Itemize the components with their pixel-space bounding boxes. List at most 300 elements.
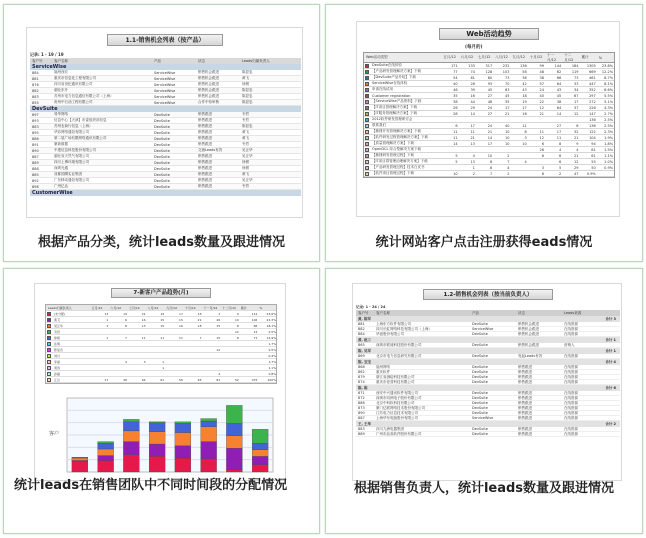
- table-cell: DevSuite: [154, 178, 170, 183]
- table-cell: 868: [358, 365, 365, 369]
- caption: 根据产品分类，统计leads数量及跟进情况: [37, 235, 286, 250]
- column-header: 六月/12: [110, 305, 122, 310]
- table-cell: 32: [574, 129, 579, 134]
- series-swatch: [365, 64, 369, 68]
- table-cell: 317: [485, 63, 493, 68]
- table-cell: 在线资源: [564, 400, 578, 405]
- table-cell: 447: [589, 81, 596, 86]
- table-cell: 11: [539, 129, 544, 134]
- table-cell: 6.6%: [604, 87, 614, 92]
- table-cell: 112: [251, 311, 258, 316]
- table-cell: 在线资源: [564, 353, 578, 358]
- bar-segment: [201, 427, 217, 442]
- table-cell: 6: [559, 159, 562, 164]
- table-cell: 45: [487, 87, 493, 92]
- table-cell: 8: [125, 323, 127, 328]
- table-cell: 11: [522, 123, 527, 128]
- panel-owner-list: [325, 268, 643, 534]
- table-cell: 891: [32, 142, 39, 147]
- column-header: 六月/12: [460, 55, 474, 59]
- table-cell: 898: [32, 184, 39, 189]
- table-cell: 陈显忠: [242, 88, 253, 92]
- bar-segment: [149, 444, 165, 456]
- group-header: CustomerWise: [30, 190, 301, 196]
- table-cell: 5: [455, 153, 458, 158]
- table-cell: 883: [358, 427, 365, 431]
- table-cell: 226: [589, 105, 596, 110]
- table-cell: 重庆市爱普科技有限公司: [376, 379, 415, 384]
- table-cell: 13: [470, 141, 475, 146]
- table-cell: 6: [559, 153, 562, 158]
- table-cell: 8: [559, 141, 562, 146]
- table-cell: 韦哲: [242, 142, 249, 146]
- series-swatch: [47, 378, 51, 382]
- table-cell: 徐棋: [242, 82, 249, 86]
- group-total: 合计 3: [605, 316, 616, 321]
- bar-segment: [252, 450, 268, 457]
- table-cell: 北京市电力信息研究有限公司: [376, 353, 422, 358]
- table-cell: 1: [106, 317, 109, 322]
- table-cell: 14: [123, 311, 127, 316]
- table-cell: 陈显忠: [242, 124, 253, 128]
- table-cell: 24: [487, 123, 493, 128]
- table-cell: 12: [253, 329, 258, 334]
- table-cell: 湖北省天然气有限公司: [54, 154, 89, 158]
- table-cell: DevSuite: [154, 130, 170, 135]
- table-cell: 13: [141, 323, 146, 328]
- table-cell: 销售跟进: [518, 431, 532, 436]
- table-cell: DevSuite: [472, 432, 488, 436]
- table-cell: 交流Leads有效: [198, 148, 223, 152]
- series-swatch: [365, 118, 369, 122]
- table-cell: 46: [453, 87, 458, 92]
- column-header: 七月/12: [477, 55, 491, 59]
- row-label: 2012软件研发管理研讨会: [372, 117, 413, 121]
- table-cell: 深圳光通: [54, 166, 68, 170]
- column-header: 客户号: [358, 310, 369, 315]
- table-cell: DevSuite: [472, 370, 488, 374]
- product-table: [30, 58, 301, 196]
- table-cell: 17: [522, 105, 527, 110]
- series-swatch: [365, 82, 369, 86]
- table-cell: 7: [507, 159, 510, 164]
- table-cell: 6: [541, 153, 544, 158]
- table-cell: 徐棋: [242, 160, 249, 164]
- table-cell: 0.9%: [586, 171, 596, 176]
- table-cell: 韦哲: [242, 112, 249, 116]
- group-header: ServiceWise: [30, 64, 301, 70]
- table-cell: 易华网络: [54, 112, 68, 116]
- table-cell: 发起Leads有效: [518, 353, 543, 358]
- table-cell: 272: [589, 99, 596, 104]
- bar-segment: [149, 423, 165, 432]
- table-cell: 信息中心【天津】市委组织部信息: [54, 118, 107, 122]
- table-cell: 在线资源: [564, 395, 578, 400]
- column-header: Web活动类型: [366, 55, 388, 59]
- table-cell: 883: [32, 94, 39, 99]
- table-cell: 3: [524, 135, 527, 140]
- column-header: 十一月/12: [546, 52, 557, 62]
- table-cell: 1.9%: [604, 135, 614, 140]
- row-label: 徐棋: [54, 335, 61, 340]
- table-cell: 47: [574, 171, 579, 176]
- table-cell: 黄飞: [242, 130, 249, 134]
- table-cell: 11: [179, 335, 183, 340]
- table-cell: 在线资源: [564, 379, 578, 384]
- table-cell: 1.0%: [604, 159, 614, 164]
- table-cell: 深圳市联迪科技股份有限公司: [376, 342, 422, 347]
- table-cell: 4: [472, 153, 475, 158]
- series-swatch: [365, 142, 369, 146]
- table-cell: 21: [197, 317, 202, 322]
- row-label: 【软件研发过程管理解决方案】下载: [372, 135, 428, 139]
- table-cell: 881: [32, 76, 39, 81]
- bar-segment: [252, 429, 268, 443]
- report-title: 1.1-销售机会列表（按产品）: [107, 34, 223, 46]
- table-cell: DevSuite: [472, 365, 488, 369]
- table-cell: 第二届广场有限网络通讯有限公司: [54, 136, 107, 140]
- table-cell: 872: [358, 396, 365, 400]
- table-cell: 70: [504, 81, 510, 86]
- table-cell: 352: [589, 87, 596, 92]
- table-cell: 苏州农商行信息（上海）: [54, 124, 93, 128]
- column-header: Leads来源: [564, 310, 582, 315]
- table-cell: 徐棋: [242, 166, 249, 170]
- table-cell: 7: [125, 335, 127, 340]
- bar-segment: [175, 423, 191, 432]
- table-row: [46, 377, 276, 383]
- table-cell: 882: [32, 88, 39, 93]
- group-total: 合计 1: [605, 348, 616, 353]
- table-cell: 45: [556, 93, 562, 98]
- row-label: 【产品研发管理过程】技术白皮书: [372, 165, 425, 169]
- series-swatch: [365, 166, 369, 170]
- row-label: 孙磊: [54, 371, 61, 376]
- owner-table: [356, 310, 620, 437]
- table-cell: 厦门亿联网络技术股份有限公司: [376, 405, 425, 410]
- table-cell: 广州市品高软件股份有限公司: [376, 431, 422, 436]
- table-cell: 136: [520, 63, 527, 68]
- table-cell: 13: [470, 159, 475, 164]
- table-cell: 陈显忠: [242, 100, 253, 104]
- table-cell: 36: [522, 75, 527, 80]
- series-swatch: [365, 106, 369, 110]
- series-swatch: [47, 372, 51, 376]
- bar-segment: [98, 460, 114, 472]
- table-cell: 19: [160, 311, 165, 316]
- table-cell: 40: [453, 81, 458, 86]
- y-axis-label: 客户: [49, 431, 60, 437]
- table-cell: 销售跟进: [198, 124, 212, 128]
- table-cell: 22: [539, 99, 544, 104]
- table-header: [30, 58, 301, 64]
- table-cell: 销售机会跟进: [198, 82, 219, 86]
- table-cell: 21: [574, 153, 579, 158]
- table-cell: 2.5%: [268, 329, 277, 334]
- column-header: 十二月/12: [564, 52, 574, 62]
- table-cell: 57: [539, 81, 544, 86]
- column-header: 八月/12: [495, 55, 508, 59]
- table-cell: 885: [32, 172, 39, 177]
- bar-segment: [226, 405, 242, 423]
- table-cell: 64: [556, 105, 562, 110]
- table-cell: 销售跟进: [198, 136, 212, 140]
- series-swatch: [365, 154, 369, 158]
- table-cell: 24: [487, 105, 493, 110]
- table-cell: 13: [104, 311, 109, 316]
- table-cell: 在线资源: [564, 415, 578, 420]
- table-cell: 3: [218, 311, 221, 316]
- table-cell: 23.8%: [601, 63, 614, 68]
- table-cell: 销售跟进: [518, 379, 532, 384]
- table-cell: 887: [32, 154, 39, 159]
- series-swatch: [365, 136, 369, 140]
- table-cell: 4: [524, 159, 527, 164]
- table-cell: 销售跟进: [198, 118, 212, 122]
- column-header: 九月/12: [166, 305, 178, 310]
- column-header: 客户号: [32, 58, 43, 63]
- table-cell: 45: [504, 93, 510, 98]
- table-cell: 14.9%: [266, 335, 277, 340]
- table-cell: 江苏电力信息技术有限公司: [376, 410, 418, 415]
- table-cell: 18: [522, 93, 527, 98]
- bar-segment: [252, 456, 268, 464]
- table-cell: 66: [556, 75, 562, 80]
- table-cell: 63: [504, 87, 510, 92]
- table-cell: 在线资源: [564, 326, 578, 331]
- series-swatch: [365, 124, 369, 128]
- series-swatch: [47, 312, 51, 316]
- table-cell: DevSuite: [154, 112, 170, 117]
- table-cell: 144: [554, 63, 562, 68]
- table-cell: 37: [574, 105, 579, 110]
- row-label: 【敏捷开发管理解决方案】下载: [372, 129, 421, 133]
- row-label: 【DevSuite产品介绍】下载: [372, 75, 416, 79]
- table-cell: 876: [32, 82, 39, 87]
- table-cell: 2: [507, 153, 510, 158]
- table-cell: 5: [559, 165, 562, 170]
- table-cell: 在线资源: [564, 364, 578, 369]
- table-cell: 1.1%: [268, 365, 277, 370]
- table-header: [364, 53, 614, 63]
- table-cell: 吴正华: [242, 178, 253, 182]
- table-cell: 879: [358, 375, 365, 379]
- table-cell: 21: [504, 111, 510, 116]
- table-cell: DevSuite: [154, 148, 170, 153]
- group-name: 黄, 赵三: [358, 337, 372, 342]
- table-cell: 886: [32, 136, 39, 141]
- table-cell: 15: [160, 317, 165, 322]
- table-cell: 17: [556, 129, 562, 134]
- bar-segment: [72, 458, 88, 460]
- bar-segment: [149, 456, 165, 472]
- table-cell: DevSuite: [472, 411, 488, 415]
- series-swatch: [365, 70, 369, 74]
- table-cell: 销售跟进: [518, 395, 532, 400]
- table-cell: 17: [104, 377, 109, 382]
- table-cell: 销售跟进: [518, 374, 532, 379]
- table-cell: 74: [470, 69, 475, 74]
- table-cell: 2: [507, 171, 510, 176]
- table-cell: 106: [251, 317, 258, 322]
- table-cell: 18: [197, 323, 202, 328]
- bar-segment: [175, 433, 191, 446]
- table-cell: 10: [453, 171, 458, 176]
- table-cell: 73: [504, 75, 510, 80]
- bar-segment: [226, 448, 242, 469]
- bar-segment: [226, 470, 242, 472]
- series-swatch: [47, 360, 51, 364]
- report-subtitle: (每月的): [465, 45, 483, 50]
- table-cell: 销售机会跟进: [198, 70, 219, 74]
- series-swatch: [365, 130, 369, 134]
- column-header: 十月/12: [529, 55, 543, 59]
- table-cell: 在线资源: [564, 410, 578, 415]
- table-cell: 2.5%: [604, 117, 614, 122]
- table-cell: DevSuite: [154, 136, 170, 141]
- series-swatch: [365, 88, 369, 92]
- table-cell: 17: [470, 123, 475, 128]
- table-cell: 4: [559, 147, 562, 152]
- table-cell: 38: [453, 99, 458, 104]
- table-cell: 黄飞: [242, 76, 249, 80]
- table-cell: 128: [485, 69, 493, 74]
- row-label: 陈显忠: [54, 347, 64, 352]
- table-cell: 销售机会跟进: [518, 342, 539, 347]
- table-cell: 8.7%: [604, 75, 614, 80]
- table-cell: DevSuite: [472, 391, 488, 395]
- table-cell: DevSuite: [154, 118, 170, 123]
- table-cell: 10: [504, 135, 510, 140]
- record-count: 记录: 1 - 19 / 19: [30, 52, 64, 57]
- table-cell: 7: [199, 335, 202, 340]
- team-trend-table: [45, 304, 277, 384]
- table-cell: DevSuite: [472, 322, 488, 326]
- series-swatch: [365, 76, 369, 80]
- table-cell: 881: [358, 322, 365, 326]
- table-cell: 61: [160, 377, 165, 382]
- table-cell: 19: [522, 99, 527, 104]
- table-cell: 1: [472, 165, 475, 170]
- table-cell: DevSuite: [154, 184, 170, 189]
- group-header: DevSuite: [30, 106, 301, 112]
- bar-segment: [149, 422, 165, 423]
- table-cell: 26: [539, 147, 544, 152]
- table-cell: 77: [453, 69, 458, 74]
- column-header: 七月/12: [128, 305, 140, 310]
- report-title: Web活动趋势: [439, 28, 539, 40]
- table-cell: 21: [574, 135, 579, 140]
- table-cell: 重庆软件: [376, 369, 390, 374]
- table-cell: 15: [216, 323, 221, 328]
- table-cell: 99: [539, 63, 544, 68]
- report-team-trend: [34, 283, 286, 481]
- column-header: Leads归属负责人: [48, 305, 72, 310]
- table-cell: 1: [106, 335, 109, 340]
- table-cell: 华创股份有限公司: [376, 331, 404, 336]
- table-cell: 1.8%: [604, 141, 614, 146]
- table-cell: 62: [556, 69, 562, 74]
- table-cell: 5.5%: [604, 93, 614, 98]
- table-cell: 4: [507, 165, 510, 170]
- table-cell: 苏州市电力信息通信有限公司（上海）: [54, 94, 114, 98]
- web-trend-table: [363, 52, 615, 178]
- table-cell: 12: [574, 159, 579, 164]
- group-name: 陈, 吴军: [358, 348, 372, 353]
- table-cell: 在线资源: [564, 426, 578, 431]
- table-cell: 93: [487, 81, 493, 86]
- row-label: DevSuite在线体验: [372, 63, 402, 67]
- row-label: 【IT服务管理解决方案】下载: [372, 111, 418, 115]
- table-cell: 12.2%: [601, 69, 614, 74]
- table-cell: 43: [522, 87, 527, 92]
- table-cell: DevSuite: [472, 396, 488, 400]
- table-cell: 887: [358, 416, 365, 420]
- table-cell: 884: [32, 70, 39, 75]
- panel-team-trend: [3, 268, 320, 534]
- table-cell: 60: [487, 75, 493, 80]
- table-cell: 韦哲: [242, 184, 249, 188]
- table-cell: 4: [218, 371, 221, 376]
- table-cell: 64: [141, 377, 146, 382]
- series-swatch: [365, 160, 369, 164]
- table-cell: DevSuite: [472, 343, 488, 347]
- table-cell: 886: [358, 401, 365, 405]
- column-header: 状态: [198, 58, 205, 63]
- table-cell: 65: [197, 377, 202, 382]
- table-cell: 11: [160, 335, 165, 340]
- table-cell: 8: [236, 323, 239, 328]
- series-swatch: [47, 354, 51, 358]
- table-cell: 58: [522, 69, 527, 74]
- table-cell: 厦新数据: [54, 142, 68, 146]
- table-cell: 2: [559, 171, 562, 176]
- group-name: 王, 王华: [358, 421, 372, 426]
- group-total: 合计 4: [605, 359, 616, 364]
- table-cell: 297: [589, 93, 596, 98]
- table-cell: 27: [487, 111, 493, 116]
- table-cell: 15: [160, 323, 165, 328]
- table-cell: 9: [576, 141, 579, 146]
- table-cell: 38: [539, 75, 544, 80]
- table-cell: 14: [470, 111, 475, 116]
- table-cell: 销售跟进: [198, 178, 212, 182]
- row-label: 张明: [54, 341, 61, 346]
- table-cell: 销售机会跟进: [198, 94, 219, 98]
- table-cell: 883: [32, 124, 39, 129]
- row-label: Customer registration: [372, 93, 411, 98]
- table-cell: 10: [504, 129, 510, 134]
- bar-segment: [226, 423, 242, 435]
- table-cell: 54: [453, 75, 458, 80]
- table-cell: 29: [470, 105, 475, 110]
- table-cell: 50: [591, 165, 596, 170]
- table-cell: 28: [453, 111, 458, 116]
- bar-segment: [175, 422, 191, 424]
- table-cell: 销售跟进: [518, 410, 532, 415]
- table-cell: 27: [556, 123, 562, 128]
- table-cell: 855: [32, 100, 39, 105]
- table-cell: 销售机会跟进: [198, 88, 219, 92]
- bar-segment: [149, 432, 165, 444]
- table-cell: 10: [504, 141, 510, 146]
- table-cell: 86: [253, 323, 258, 328]
- group-total: 合计 1: [605, 337, 616, 342]
- row-label: 汇总: [54, 377, 61, 382]
- table-cell: 11: [453, 135, 458, 140]
- table-cell: 在线资源: [564, 390, 578, 395]
- table-cell: 9: [236, 311, 239, 316]
